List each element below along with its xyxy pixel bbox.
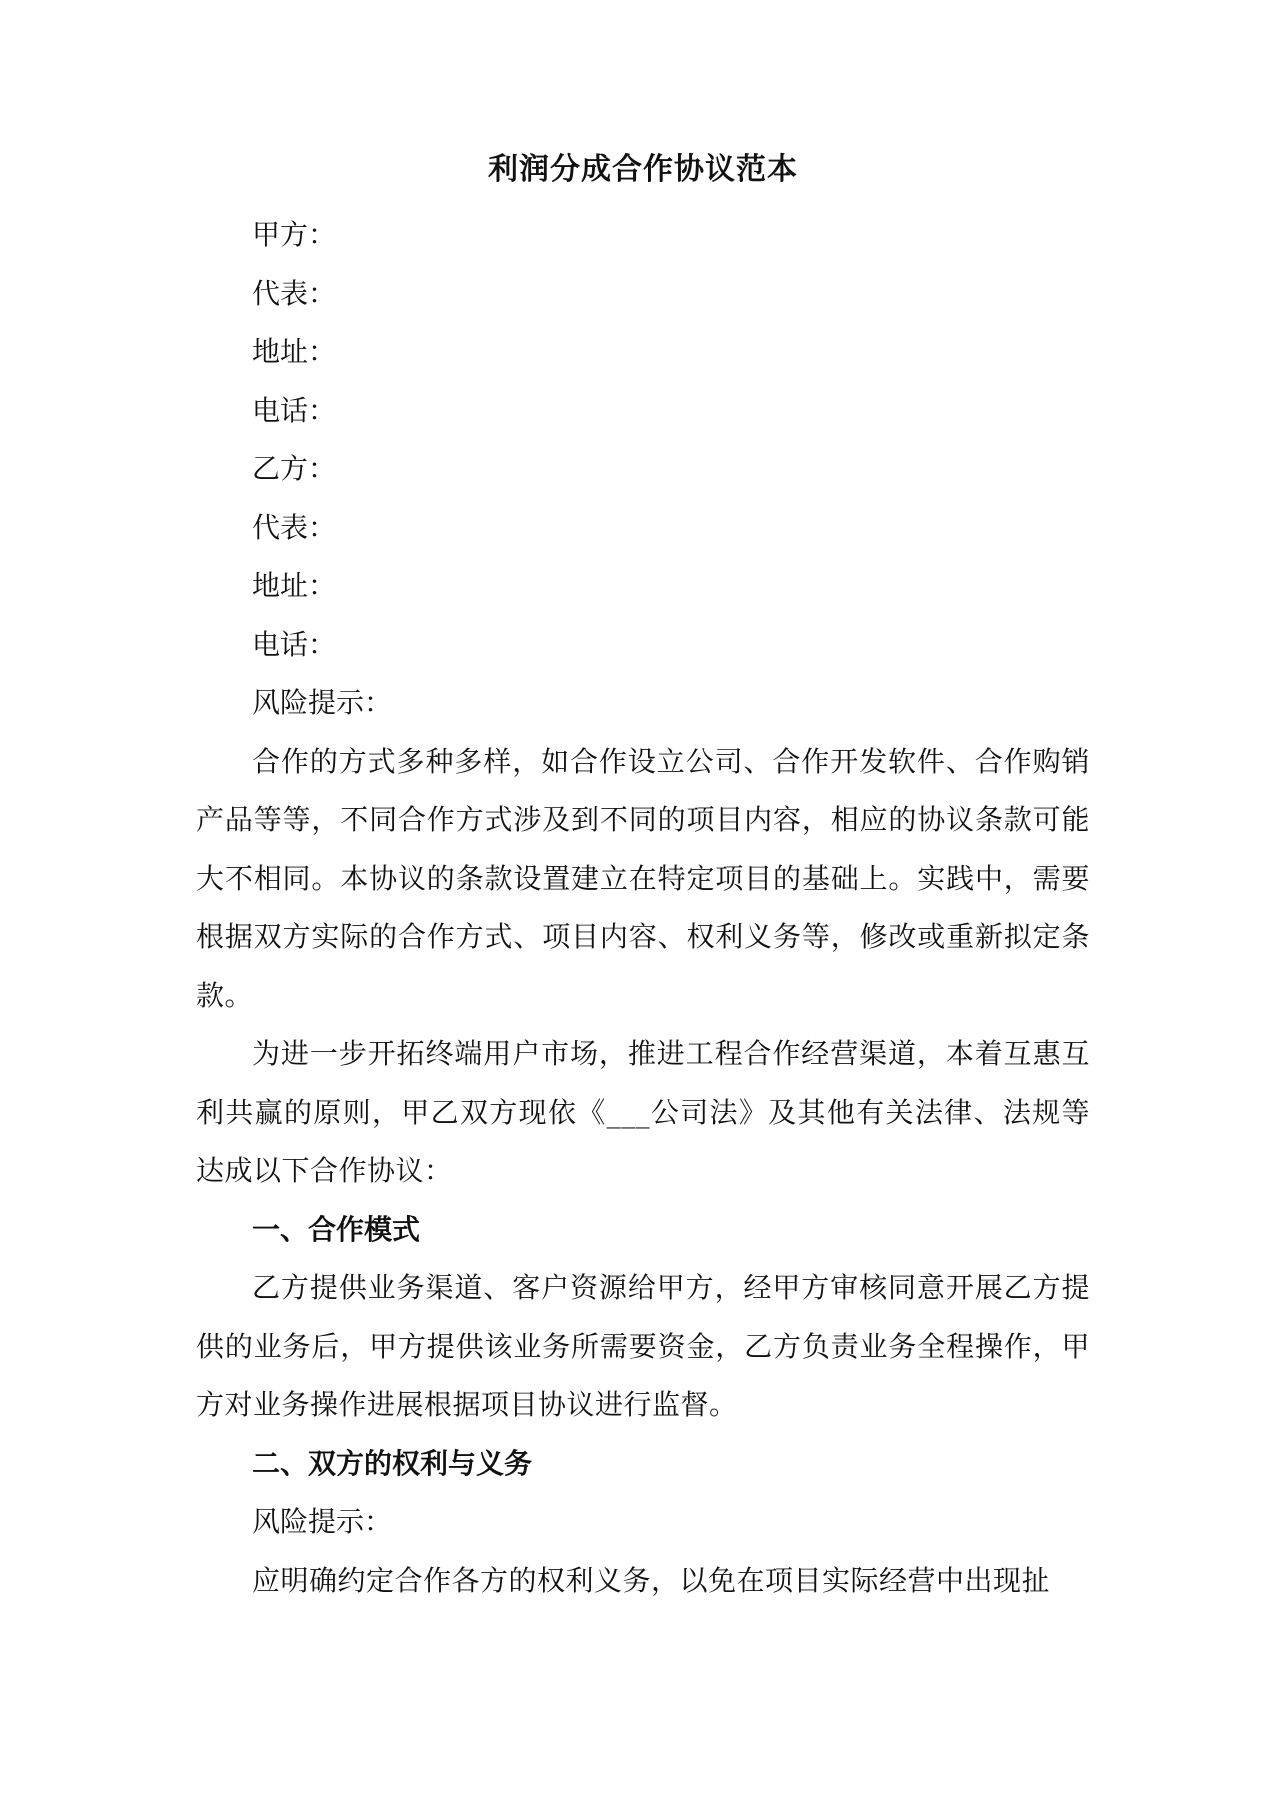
party-b-address: 地址： <box>252 569 337 602</box>
preamble-text: 为进一步开拓终端用户市场，推进工程合作经营渠道，本着互惠互利共赢的原则，甲乙双方现依《___公司法》及其他有关法律、法规等达成以下合作协议： <box>196 1037 1090 1187</box>
section-2-risk-label: 风险提示： <box>252 1505 393 1538</box>
risk-note-label: 风险提示： <box>252 686 393 719</box>
section-2-heading: 二、双方的权利与义务 <box>252 1446 533 1480</box>
party-b-phone: 电话： <box>252 627 337 661</box>
document-title: 利润分成合作协议范本 <box>488 152 798 187</box>
party-a-representative: 代表： <box>252 276 337 310</box>
document-page <box>196 150 1090 1610</box>
risk-note-text: 合作的方式多种多样，如合作设立公司、合作开发软件、合作购销产品等等，不同合作方式涉及到不同的项目内容，相应的协议条款可能大不相同。本协议的条款设置建立在特定项目的基础上。实践中，需要根据双方实际的合作方式、项目内容、权利义务等，修改或重新拟定条款。 <box>196 744 1090 1012</box>
section-1-text: 乙方提供业务渠道、客户资源给甲方，经甲方审核同意开展乙方提供的业务后，甲方提供该业务所需要资金，乙方负责业务全程操作，甲方对业务操作进展根据项目协议进行监督。 <box>196 1271 1090 1421</box>
section-1-heading: 一、合作模式 <box>252 1212 421 1246</box>
party-a-phone: 电话： <box>252 393 337 427</box>
party-a-label: 甲方： <box>252 218 337 251</box>
party-a-address: 地址： <box>252 335 337 368</box>
party-b-label: 乙方： <box>252 452 337 485</box>
section-2-text: 应明确约定合作各方的权利义务，以免在项目实际经营中出现扯 <box>252 1563 1051 1597</box>
party-b-representative: 代表： <box>252 510 337 544</box>
